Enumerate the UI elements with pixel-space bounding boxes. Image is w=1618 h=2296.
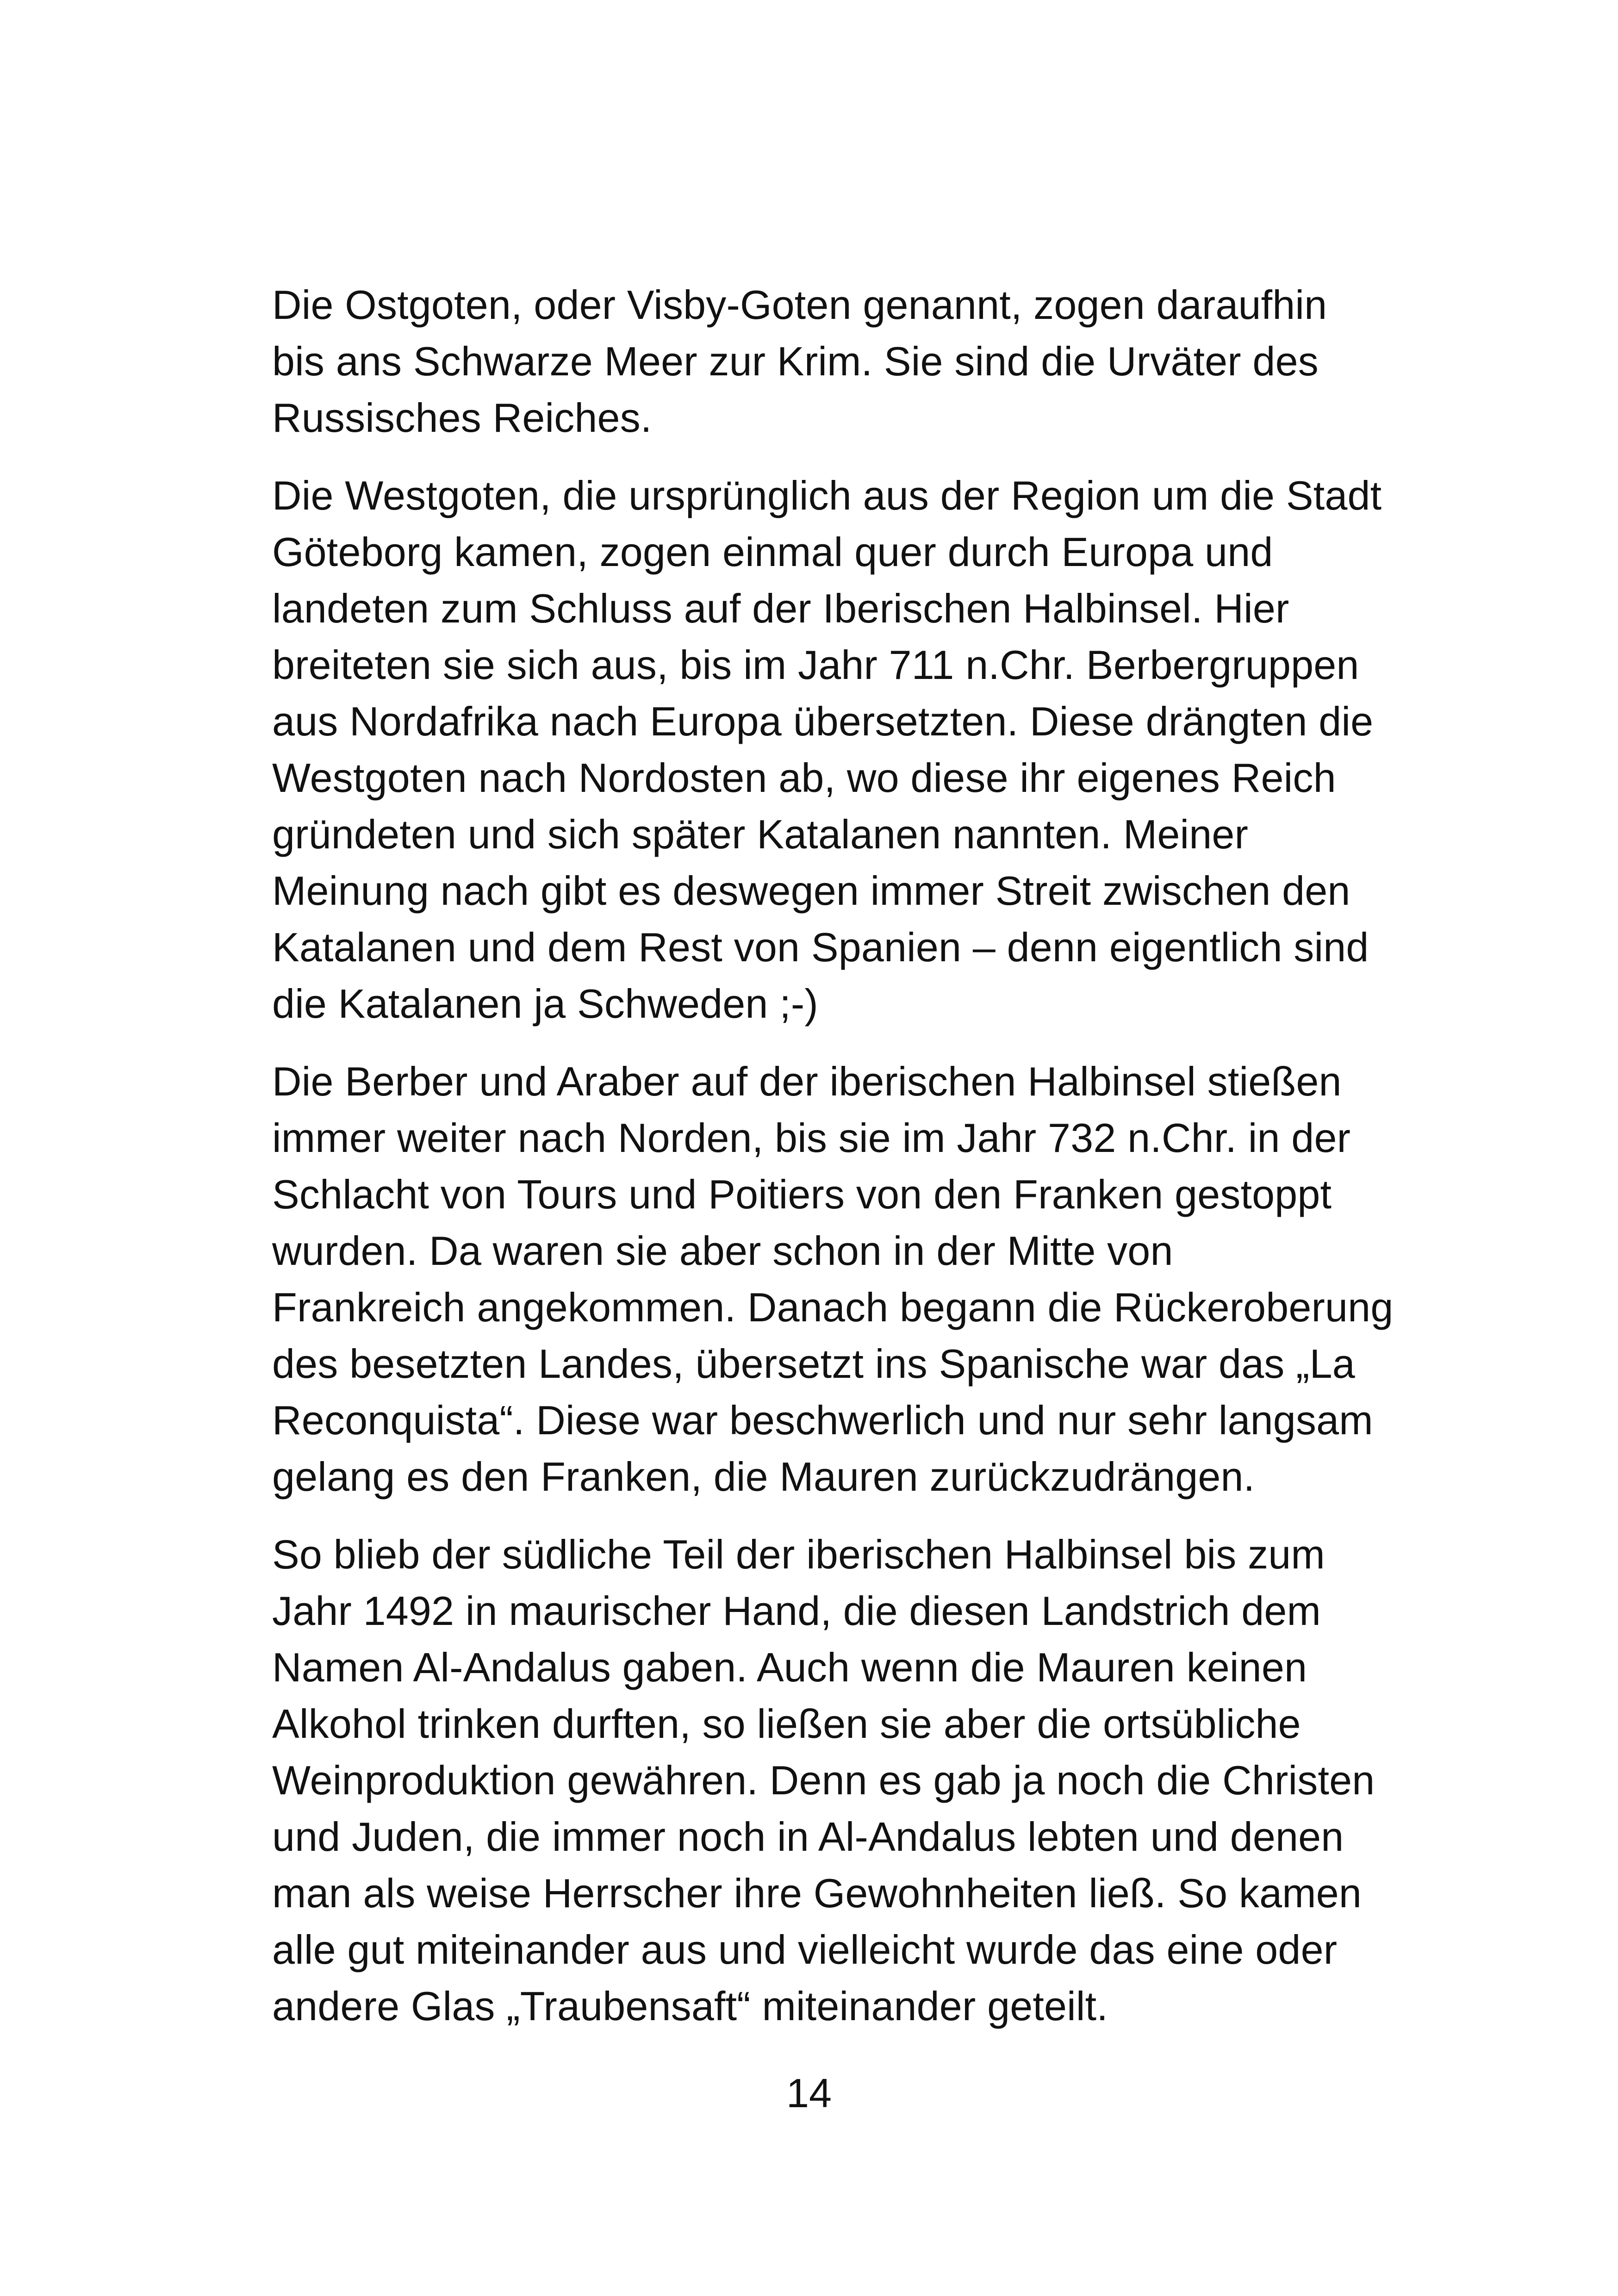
paragraph-ostgoten [272,277,1457,446]
text-line: bis ans Schwarze Meer zur Krim. Sie sind die Urväter des [272,338,1319,384]
paragraph-berber-araber [272,1053,1457,1505]
paragraph-al-andalus [272,1526,1457,2035]
text-line: Die Westgoten, die ursprünglich aus der Region um die Stadt [272,473,1382,518]
text-line: alle gut miteinander aus und vielleicht wurde das eine oder [272,1927,1338,1972]
text-line: gelang es den Franken, die Mauren zurückzudrängen. [272,1454,1255,1500]
text-line: wurden. Da waren sie aber schon in der Mitte von [272,1228,1173,1274]
text-line: man als weise Herrscher ihre Gewohnheiten ließ. So kamen [272,1870,1362,1916]
text-line: des besetzten Landes, übersetzt ins Spanische war das „La [272,1341,1355,1387]
text-line: Namen Al-Andalus gaben. Auch wenn die Mauren keinen [272,1644,1307,1690]
text-line: immer weiter nach Norden, bis sie im Jahr 732 n.Chr. in der [272,1115,1351,1161]
paragraph-westgoten [272,467,1457,1032]
text-line: aus Nordafrika nach Europa übersetzten. Diese drängten die [272,698,1374,744]
text-line: Die Berber und Araber auf der iberischen Halbinsel stießen [272,1058,1342,1104]
body-text [272,277,1457,2056]
text-line: Göteborg kamen, zogen einmal quer durch Europa und [272,529,1273,575]
text-line: Westgoten nach Nordosten ab, wo diese ihr eigenes Reich [272,755,1336,801]
text-line: Katalanen und dem Rest von Spanien – denn eigentlich sind [272,924,1369,970]
text-line: Weinproduktion gewähren. Denn es gab ja noch die Christen [272,1757,1375,1803]
text-line: die Katalanen ja Schweden ;-) [272,981,818,1027]
text-line: Die Ostgoten, oder Visby-Goten genannt, zogen daraufhin [272,282,1327,328]
text-line: Frankreich angekommen. Danach begann die Rückeroberung [272,1284,1394,1330]
text-line: Reconquista“. Diese war beschwerlich und nur sehr langsam [272,1397,1373,1443]
text-line: Alkohol trinken durften, so ließen sie aber die ortsübliche [272,1701,1301,1747]
text-line: So blieb der südliche Teil der iberischen Halbinsel bis zum [272,1531,1325,1577]
page-number: 14 [786,2070,832,2116]
text-line: gründeten und sich später Katalanen nannten. Meiner [272,811,1249,857]
text-line: Meinung nach gibt es deswegen immer Streit zwischen den [272,868,1350,914]
text-line: andere Glas „Traubensaft“ miteinander geteilt. [272,1983,1108,2029]
text-line: Jahr 1492 in maurischer Hand, die diesen Landstrich dem [272,1588,1321,1634]
text-line: und Juden, die immer noch in Al-Andalus lebten und denen [272,1814,1344,1860]
text-line: Russisches Reiches. [272,395,652,441]
text-line: landeten zum Schluss auf der Iberischen Halbinsel. Hier [272,585,1289,631]
text-line: Schlacht von Tours und Poitiers von den Franken gestoppt [272,1171,1332,1217]
text-line: breiteten sie sich aus, bis im Jahr 711 n.Chr. Berbergruppen [272,642,1359,688]
